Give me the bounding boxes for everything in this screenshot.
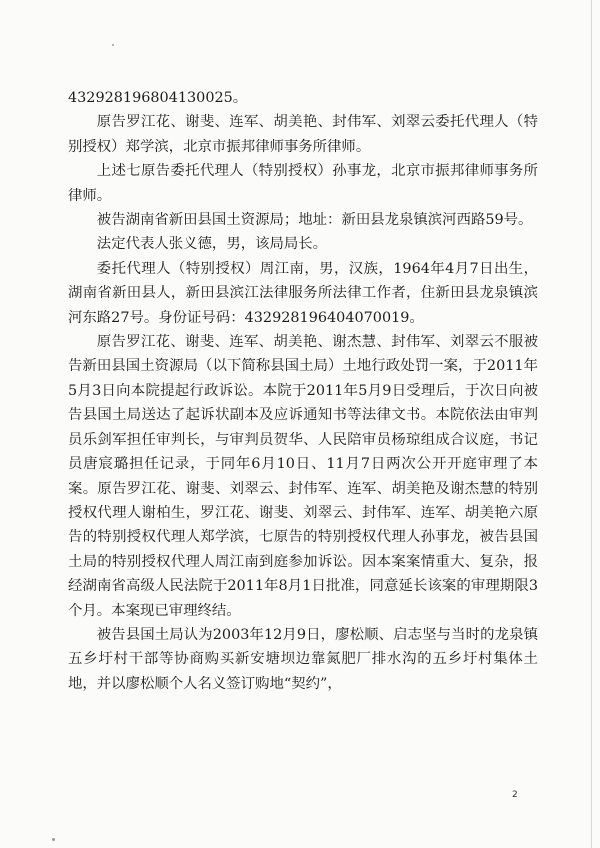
paragraph-legal-representative: 法定代表人张义德，男，该局局长。 [96, 236, 328, 253]
paragraph-plaintiff-agent: 原告罗江花、谢斐、连军、胡美艳、封伟军、刘翠云委托代理人（特别授权）郑学滨，北京市振邦律师事务所律师。 [68, 114, 538, 155]
page-number: 2 [512, 790, 518, 800]
paragraph-id-tail: 432928196804130025。 [68, 90, 248, 106]
paragraph-seven-plaintiffs-agent: 上述七原告委托代理人（特别授权）孙事龙，北京市振邦律师事务所律师。 [68, 163, 538, 204]
scan-speck [52, 838, 55, 841]
paragraph-defendant: 被告湖南省新田县国土资源局；地址：新田县龙泉镇滨河西路59号。 [96, 212, 533, 229]
scan-edge-line [591, 0, 592, 848]
paragraph-defendant-claim: 被告县国土局认为2003年12月9日，廖松顺、启志坚与当时的龙泉镇五乡圩村干部等协商购买新安塘坝边靠氮肥厂排水沟的五乡圩村集体土地，并以廖松顺个人名义签订购地“契约”， [68, 626, 538, 692]
paragraph-defendant-agent: 委托代理人（特别授权）周江南，男，汉族，1964年4月7日出生，湖南省新田县人，新田县滨江法律服务所法律工作者，住新田县龙泉镇滨河东路27号。身份证号码：432928196404070019。 [68, 260, 538, 326]
paragraph-case-history: 原告罗江花、谢斐、连军、胡美艳、谢杰慧、封伟军、刘翠云不服被告新田县国土资源局（以下简称县国土局）土地行政处罚一案，于2011年5月3日向本院提起行政诉讼。本院于2011年5月9日受理后，于次日向被告县国土局送达了起诉状副本及应诉通知书等法律文书。本院依法由审判员乐剑军担任审判长，与审判员贺华、人民陪审员杨琼组成合议庭，书记员唐宸璐担任记录，于同年6月10日、11月7日两次公开开庭审理了本案。原告罗江花、谢斐、刘翠云、封伟军、连军、胡美艳及谢杰慧的特别授权代理人谢柏生，罗江花、谢斐、刘翠云、封伟军、连军、胡美艳六原告的特别授权代理人郑学滨，七原告的特别授权代理人孙事龙，被告县国土局的特别授权代理人周江南到庭参加诉讼。因本案案情重大、复杂，报经湖南省高级人民法院于2011年8月1日批准，同意延长该案的审理期限3个月。本案现已审理终结。 [68, 334, 538, 619]
scan-speck [112, 44, 114, 46]
document-body [68, 86, 538, 696]
